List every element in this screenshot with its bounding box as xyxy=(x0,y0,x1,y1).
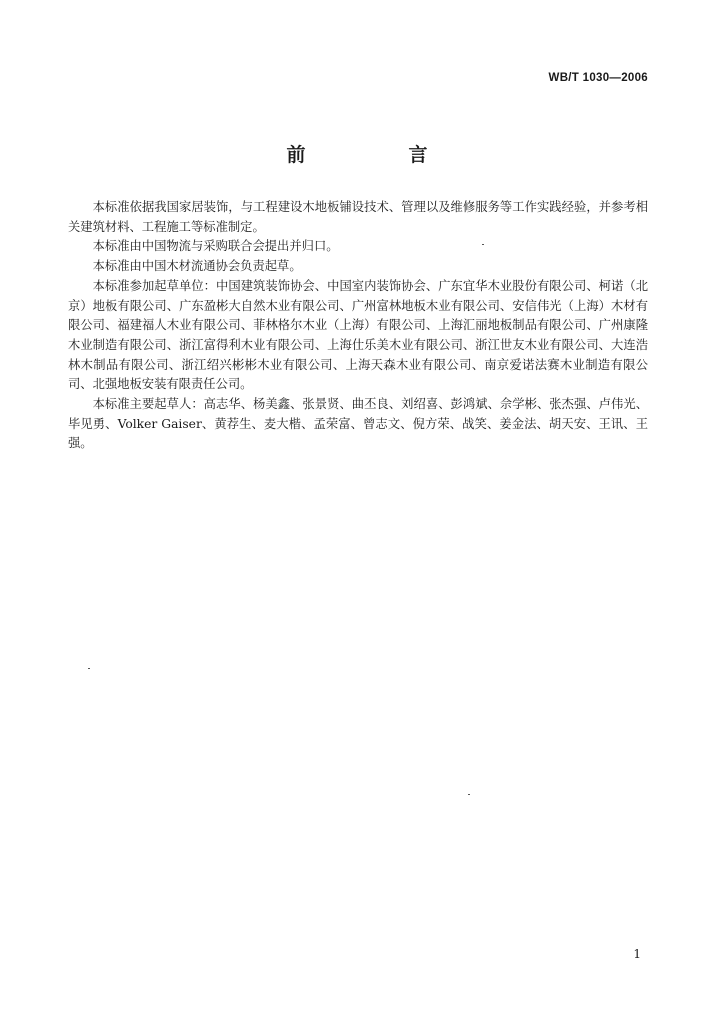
scan-speck xyxy=(468,794,470,795)
scan-speck xyxy=(482,244,484,245)
paragraph-basis: 本标准依据我国家居装饰，与工程建设木地板铺设技术、管理以及维修服务等工作实践经验，并参考相关建筑材料、工程施工等标准制定。 xyxy=(68,200,648,234)
paragraph-main-drafters: 本标准主要起草人：高志华、杨美鑫、张景贤、曲丕良、刘绍喜、彭鸿斌、佘学彬、张杰强、卢伟光、毕见勇、Volker Gaiser、黄荐生、麦大楷、孟荣富、曾志文、倪方荣、战笑、姜金法、胡天安、王讯、王强。 xyxy=(68,397,648,451)
scan-speck xyxy=(88,668,90,669)
page-number: 1 xyxy=(633,947,641,961)
standard-code: WB/T 1030—2006 xyxy=(548,72,648,84)
document-body xyxy=(68,198,648,454)
page-title: 前 言 xyxy=(286,144,470,166)
paragraph-participating-units: 本标准参加起草单位：中国建筑装饰协会、中国室内装饰协会、广东宜华木业股份有限公司、柯诺（北京）地板有限公司、广东盈彬大自然木业有限公司、广州富林地板木业有限公司、安信伟光（上海）木材有限公司、福建福人木业有限公司、菲林格尔木业（上海）有限公司、上海汇丽地板制品有限公司、广州康隆木业制造有限公司、浙江富得利木业有限公司、上海仕乐美木业有限公司、浙江世友木业有限公司、大连浩林木制品有限公司、浙江绍兴彬彬木业有限公司、上海天森木业有限公司、南京爱诺法赛木业制造有限公司、北强地板安装有限责任公司。 xyxy=(68,278,648,392)
paragraph-proposer: 本标准由中国物流与采购联合会提出并归口。 xyxy=(92,239,339,254)
paragraph-drafter: 本标准由中国木材流通协会负责起草。 xyxy=(92,259,302,274)
